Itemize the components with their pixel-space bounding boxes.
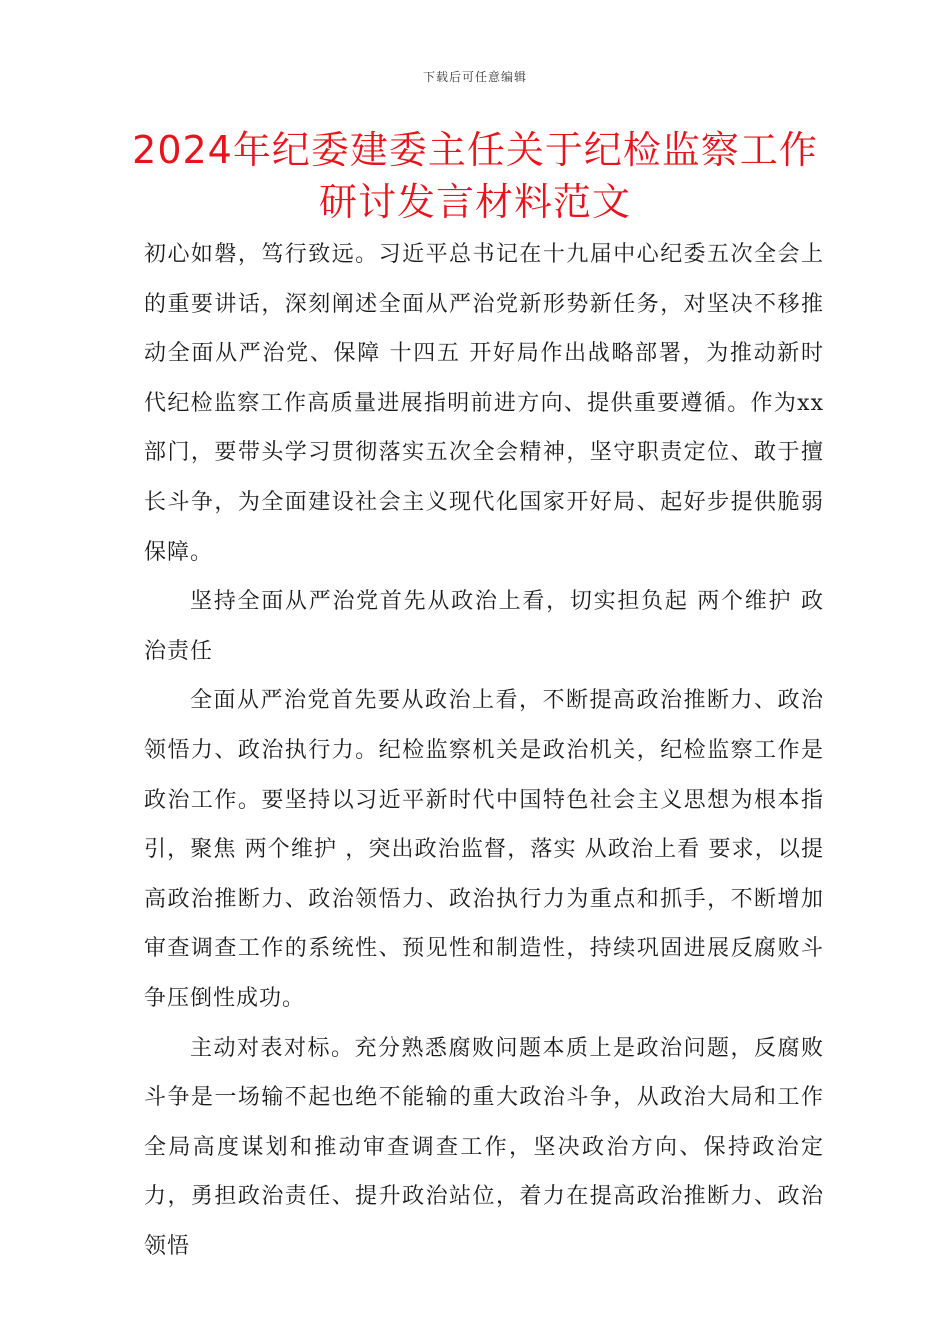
paragraph-heading: 坚持全面从严治党首先从政治上看，切实担负起 两个维护 政治责任 — [144, 589, 824, 664]
document-body — [144, 230, 824, 1271]
document-title: 2024年纪委建委主任关于纪检监察工作研讨发言材料范文 — [132, 128, 818, 224]
header-note: 下载后可任意编辑 — [422, 70, 527, 84]
paragraph-alignment: 主动对表对标。充分熟悉腐败问题本质上是政治问题，反腐败斗争是一场输不起也绝不能输的重大政治斗争，从政治大局和工作全局高度谋划和推动审查调查工作，坚决政治方向、保持政治定力，勇担政治责任、提升政治站位，着力在提高政治推断力、政治领悟 — [144, 1035, 824, 1259]
paragraph-intro: 初心如磐，笃行致远。习近平总书记在十九届中心纪委五次全会上的重要讲话，深刻阐述全面从严治党新形势新任务，对坚决不移推动全面从严治党、保障 十四五 开好局作出战略部署，为推动新时代纪检监察工作高质量进展指明前进方向、提供重要遵循。作为xx部门，要带头学习贯彻落实五次全会精神，坚守职责定位、敢于擅长斗争，为全面建设社会主义现代化国家开好局、起好步提供脆弱保障。 — [144, 242, 824, 565]
paragraph-political: 全面从严治党首先要从政治上看，不断提高政治推断力、政治领悟力、政治执行力。纪检监察机关是政治机关，纪检监察工作是政治工作。要坚持以习近平新时代中国特色社会主义思想为根本指引，聚焦 两个维护 ，突出政治监督，落实 从政治上看 要求，以提高政治推断力、政治领悟力、政治执行力为重点和抓手，不断增加审查调查工作的系统性、预见性和制造性，持续巩固进展反腐败斗争压倒性成功。 — [144, 688, 824, 1011]
